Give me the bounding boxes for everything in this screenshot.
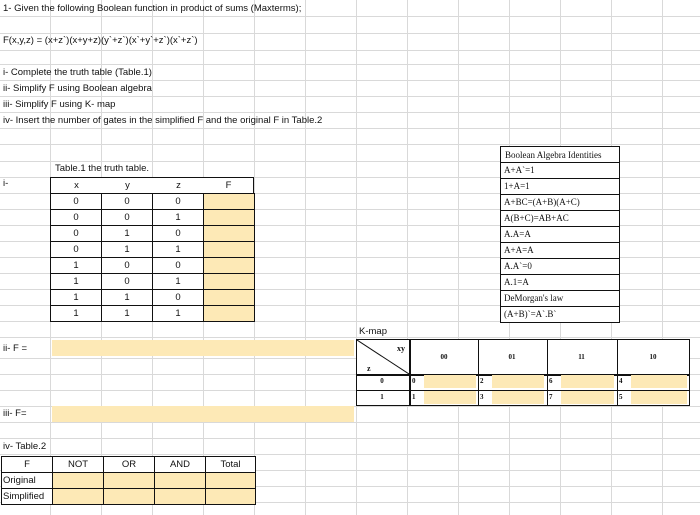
truth-answer-cell[interactable] [203, 257, 255, 274]
truth-answer-cell[interactable] [203, 305, 255, 322]
kmap-column-header: 01 [508, 353, 516, 361]
part-iii-answer-field[interactable] [52, 406, 354, 422]
truth-table-caption: Table.1 the truth table. [55, 163, 150, 174]
truth-answer-cell[interactable] [203, 225, 255, 242]
identity-item: A+BC=(A+B)(A+C) [500, 194, 620, 211]
task-item: ii- Simplify F using Boolean algebra [3, 83, 152, 94]
gates-answer-cell[interactable] [205, 488, 256, 505]
truth-value-cell: 0 [50, 209, 102, 226]
truth-value-cell: 1 [152, 305, 204, 322]
truth-answer-cell[interactable] [203, 209, 255, 226]
gates-answer-cell[interactable] [154, 488, 206, 505]
truth-value-cell: 1 [101, 225, 153, 242]
gates-table-header: F [1, 456, 53, 473]
kmap-row-header: 1 [380, 393, 384, 401]
truth-value-cell: 0 [152, 289, 204, 306]
gates-answer-cell[interactable] [52, 472, 104, 489]
question-title: 1- Given the following Boolean function in product of sums (Maxterms); [3, 3, 302, 14]
kmap-cell-index: 3 [480, 393, 484, 401]
truth-value-cell: 1 [50, 257, 102, 274]
kmap-answer-cell[interactable] [561, 391, 614, 404]
truth-header-y: y [102, 178, 153, 194]
gates-table-header: Total [205, 456, 256, 473]
truth-value-cell: 1 [101, 289, 153, 306]
truth-value-cell: 0 [50, 241, 102, 258]
gates-table-header: AND [154, 456, 206, 473]
truth-value-cell: 1 [152, 209, 204, 226]
gates-answer-cell[interactable] [154, 472, 206, 489]
task-item: iii- Simplify F using K- map [3, 99, 116, 110]
truth-value-cell: 0 [101, 193, 153, 210]
truth-value-cell: 0 [101, 209, 153, 226]
identity-item: A.A=A [500, 226, 620, 243]
kmap-answer-cell[interactable] [631, 375, 687, 388]
kmap-cell-index: 2 [480, 377, 484, 385]
truth-value-cell: 0 [152, 193, 204, 210]
truth-answer-cell[interactable] [203, 289, 255, 306]
truth-value-cell: 1 [101, 305, 153, 322]
gates-table-header: OR [103, 456, 155, 473]
gates-answer-cell[interactable] [103, 472, 155, 489]
identities-title: Boolean Algebra Identities [505, 150, 602, 160]
kmap-cell-index: 1 [412, 393, 416, 401]
truth-answer-cell[interactable] [203, 273, 255, 290]
kmap-answer-cell[interactable] [492, 391, 544, 404]
gates-table-row-label: Original [1, 472, 53, 489]
kmap-corner-xy: xy [397, 344, 405, 353]
task-item: i- Complete the truth table (Table.1) [3, 67, 152, 78]
truth-header-x: x [51, 178, 102, 194]
kmap-answer-cell[interactable] [631, 391, 687, 404]
task-item: iv- Insert the number of gates in the simplified F and the original F in Table.2 [3, 115, 323, 126]
kmap-answer-cell[interactable] [492, 375, 544, 388]
gates-table-row-label: Simplified [1, 488, 53, 505]
kmap-answer-cell[interactable] [424, 391, 476, 404]
truth-value-cell: 1 [50, 289, 102, 306]
truth-value-cell: 1 [101, 241, 153, 258]
identity-item: A.A`=0 [500, 258, 620, 275]
truth-table-row-label: i- [3, 178, 9, 189]
kmap-corner-z: z [367, 364, 371, 373]
gates-table-header: NOT [52, 456, 104, 473]
gates-answer-cell[interactable] [103, 488, 155, 505]
identity-item: DeMorgan's law [500, 290, 620, 307]
gates-answer-cell[interactable] [205, 472, 256, 489]
kmap-answer-cell[interactable] [424, 375, 476, 388]
identity-item: A.1=A [500, 274, 620, 291]
kmap-column-header: 11 [578, 353, 585, 361]
truth-answer-cell[interactable] [203, 241, 255, 258]
identity-item: A+A=A [500, 242, 620, 259]
gates-table-caption: iv- Table.2 [3, 441, 47, 452]
kmap-cell-index: 5 [619, 393, 623, 401]
kmap-cell-index: 6 [549, 377, 553, 385]
kmap-title: K-map [359, 326, 387, 337]
part-iii-label: iii- F= [3, 408, 27, 419]
truth-value-cell: 1 [152, 273, 204, 290]
kmap-cell-index: 7 [549, 393, 553, 401]
truth-value-cell: 0 [50, 193, 102, 210]
truth-value-cell: 1 [50, 305, 102, 322]
identity-item: A+A`=1 [500, 162, 620, 179]
truth-value-cell: 0 [152, 257, 204, 274]
identity-item: (A+B)`=A`.B` [500, 306, 620, 323]
kmap-cell-index: 4 [619, 377, 623, 385]
truth-value-cell: 0 [101, 257, 153, 274]
truth-header-f: F [204, 178, 253, 194]
truth-value-cell: 0 [50, 225, 102, 242]
truth-value-cell: 0 [101, 273, 153, 290]
truth-header-z: z [153, 178, 204, 194]
truth-value-cell: 0 [152, 225, 204, 242]
kmap-row-header: 0 [380, 377, 384, 385]
truth-value-cell: 1 [50, 273, 102, 290]
part-ii-label: ii- F = [3, 343, 28, 354]
truth-answer-cell[interactable] [203, 193, 255, 210]
kmap-column-header: 10 [649, 353, 657, 361]
identity-item: 1+A=1 [500, 178, 620, 195]
identity-item: A(B+C)=AB+AC [500, 210, 620, 227]
truth-value-cell: 1 [152, 241, 204, 258]
kmap-answer-cell[interactable] [561, 375, 614, 388]
boolean-function: F(x,y,z) = (x+z`)(x+y+z)(y`+z`)(x`+y`+z`)(x`+z`) [3, 35, 198, 46]
kmap-column-header: 00 [440, 353, 448, 361]
part-ii-answer-field[interactable] [52, 340, 354, 356]
kmap-cell-index: 0 [412, 377, 416, 385]
gates-answer-cell[interactable] [52, 488, 104, 505]
